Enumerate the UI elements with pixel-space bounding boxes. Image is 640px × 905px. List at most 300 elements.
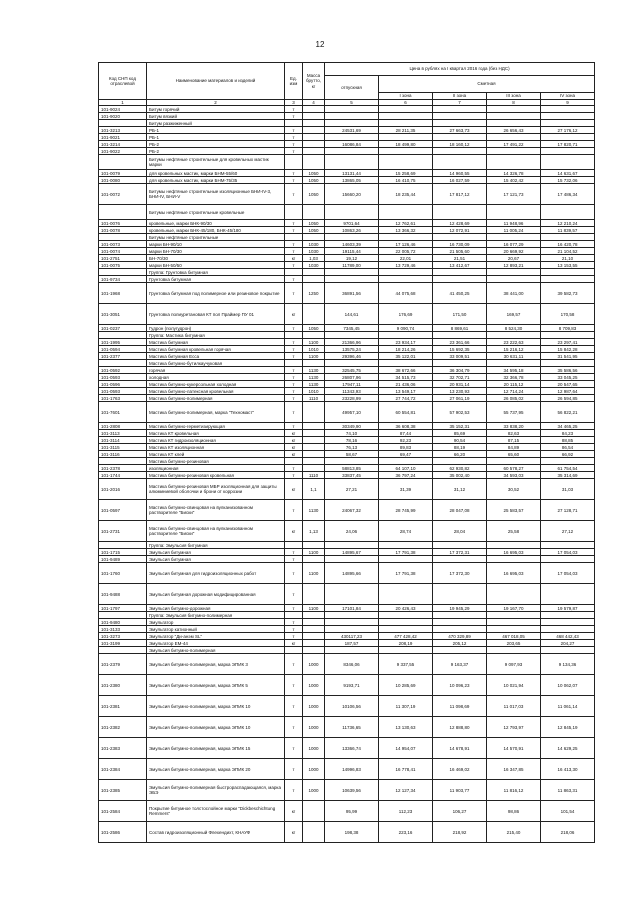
table-row	[99, 549, 595, 556]
cell-mass: 1100	[303, 563, 325, 584]
cell-mass	[303, 822, 325, 843]
cell-name: марки БН-70/30	[147, 248, 285, 255]
cell-name: РБ-2	[147, 141, 285, 148]
cell-name: Битумы нефтяные строительные для кровельных мастик марки	[147, 155, 285, 170]
cell-code: 101-1763	[99, 395, 147, 402]
cell-price-otpusknaya: 24531,69	[325, 127, 379, 134]
cell-price-zone-1	[379, 234, 433, 241]
cell-price-zone-2	[433, 205, 487, 220]
cell-unit: т	[285, 184, 303, 205]
cell-price-zone-2: 8 869,61	[433, 325, 487, 332]
cell-price-zone-2: 66,20	[433, 451, 487, 458]
cell-price-otpusknaya: 32545,75	[325, 367, 379, 374]
cell-unit: кг	[285, 822, 303, 843]
cell-unit: т	[285, 248, 303, 255]
cell-price-zone-2: 9 163,37	[433, 654, 487, 675]
cell-price-zone-3: 9 097,93	[487, 654, 541, 675]
cell-price-zone-1	[379, 619, 433, 626]
header-name: Наименование материалов и изделий	[147, 63, 285, 100]
cell-price-zone-1	[379, 612, 433, 619]
table-row	[99, 106, 595, 113]
header-zone-2: II зона	[433, 93, 487, 100]
cell-unit: т	[285, 619, 303, 626]
cell-price-otpusknaya	[325, 148, 379, 155]
cell-name: для кровельных мастик, марки БНМ-75/35	[147, 177, 285, 184]
table-row	[99, 423, 595, 430]
cell-price-zone-2: 21,51	[433, 255, 487, 262]
cell-mass: 1050	[303, 325, 325, 332]
cell-name: БН-70/30	[147, 255, 285, 262]
cell-price-zone-1: 22 005,72	[379, 248, 433, 255]
cell-price-zone-2: 21 505,60	[433, 248, 487, 255]
table-row	[99, 696, 595, 717]
cell-mass	[303, 444, 325, 451]
cell-mass	[303, 234, 325, 241]
table-row	[99, 451, 595, 458]
cell-unit: т	[285, 556, 303, 563]
cell-price-zone-1: 44 075,68	[379, 283, 433, 304]
cell-price-zone-3: 11 017,03	[487, 696, 541, 717]
cell-price-zone-4: 14 631,67	[541, 170, 595, 177]
cell-unit: т	[285, 563, 303, 584]
cell-name: Эмульсия битумно-полимерная, марка ЭПИК 15	[147, 738, 285, 759]
cell-name: Группа: Мастика битумная	[147, 332, 285, 339]
cell-name: Покрытие битумное толстослойное марки "Dickbeschichtung Remmers"	[147, 801, 285, 822]
cell-price-zone-4: 19 579,87	[541, 605, 595, 612]
cell-price-zone-2: 90,54	[433, 437, 487, 444]
cell-unit: т	[285, 374, 303, 381]
table-row	[99, 822, 595, 843]
cell-price-zone-2: 10 096,23	[433, 675, 487, 696]
cell-price-zone-3: 11 005,24	[487, 227, 541, 234]
cell-price-otpusknaya: 95,99	[325, 801, 379, 822]
cell-price-zone-3: 16 077,29	[487, 241, 541, 248]
table-row	[99, 141, 595, 148]
table-row	[99, 184, 595, 205]
table-row	[99, 155, 595, 170]
cell-code: 101-0594	[99, 346, 147, 353]
cell-name: Эмульсия битумно-дорожная	[147, 605, 285, 612]
cell-price-zone-2: 28 047,08	[433, 500, 487, 521]
cell-price-zone-1: 12 127,34	[379, 780, 433, 801]
cell-price-zone-4: 66,92	[541, 451, 595, 458]
cell-price-zone-2: 32 702,71	[433, 374, 487, 381]
header-unit: Ед. изм	[285, 63, 303, 100]
price-table	[98, 62, 595, 843]
cell-price-zone-2	[433, 556, 487, 563]
cell-unit: т	[285, 633, 303, 640]
cell-price-zone-2	[433, 234, 487, 241]
cell-code	[99, 612, 147, 619]
cell-code: 101-9480	[99, 619, 147, 626]
cell-price-zone-4: 16 413,30	[541, 759, 595, 780]
cell-price-zone-4: 218,06	[541, 822, 595, 843]
cell-unit: кг	[285, 640, 303, 647]
cell-unit: т	[285, 759, 303, 780]
cell-price-zone-1	[379, 556, 433, 563]
cell-price-otpusknaya: 8346,06	[325, 654, 379, 675]
cell-mass	[303, 458, 325, 465]
cell-price-otpusknaya: 58,67	[325, 451, 379, 458]
cell-price-otpusknaya: 14895,66	[325, 563, 379, 584]
cell-price-zone-1	[379, 626, 433, 633]
cell-name: Мастика битумно-латексная кровельная	[147, 388, 285, 395]
cell-code: 101-1760	[99, 563, 147, 584]
cell-price-zone-2	[433, 612, 487, 619]
cell-price-zone-2: 13 230,93	[433, 388, 487, 395]
cell-price-zone-2: 171,50	[433, 304, 487, 325]
table-row	[99, 430, 595, 437]
cell-price-zone-4: 16 420,78	[541, 241, 595, 248]
cell-price-zone-2: 27 663,73	[433, 127, 487, 134]
cell-price-zone-3	[487, 332, 541, 339]
cell-mass: 1100	[303, 549, 325, 556]
cell-mass: 1110	[303, 395, 325, 402]
table-row	[99, 205, 595, 220]
cell-price-otpusknaya	[325, 234, 379, 241]
cell-price-zone-1: 64 107,10	[379, 465, 433, 472]
cell-unit	[285, 360, 303, 367]
cell-name: РБ-1	[147, 127, 285, 134]
cell-mass: 1100	[303, 353, 325, 360]
table-row	[99, 148, 595, 155]
cell-name: кровельные, марки БНК-90/30	[147, 220, 285, 227]
cell-price-otpusknaya: 24,06	[325, 521, 379, 542]
cell-price-otpusknaya: 187,57	[325, 640, 379, 647]
cell-price-otpusknaya: 13575,24	[325, 346, 379, 353]
cell-price-zone-3: 84,89	[487, 444, 541, 451]
cell-code: 101-3273	[99, 633, 147, 640]
cell-price-otpusknaya: 23228,99	[325, 395, 379, 402]
table-row	[99, 353, 595, 360]
cell-mass: 1,03	[303, 255, 325, 262]
cell-code: 101-0074	[99, 248, 147, 255]
cell-unit	[285, 332, 303, 339]
cell-mass: 1130	[303, 381, 325, 388]
cell-price-zone-3: 38 441,00	[487, 283, 541, 304]
cell-price-zone-1: 18 499,80	[379, 141, 433, 148]
cell-price-zone-3: 20 669,92	[487, 248, 541, 255]
header-smetnaya: Сметная	[379, 76, 595, 93]
cell-unit: т	[285, 465, 303, 472]
table-row	[99, 332, 595, 339]
col-number: 3	[285, 100, 303, 106]
cell-price-zone-1	[379, 360, 433, 367]
table-row	[99, 134, 595, 141]
cell-price-otpusknaya: 19115,44	[325, 248, 379, 255]
cell-name: Эмульсия битумно-полимерная, марка ЭПИК 3	[147, 654, 285, 675]
cell-price-zone-1: 89,83	[379, 444, 433, 451]
cell-price-zone-1: 23 934,17	[379, 339, 433, 346]
cell-price-zone-3: 12 893,21	[487, 262, 541, 269]
cell-price-zone-4: 9 134,36	[541, 654, 595, 675]
cell-price-zone-4	[541, 542, 595, 549]
cell-price-zone-4: 17 820,71	[541, 141, 595, 148]
cell-unit: т	[285, 106, 303, 113]
cell-price-zone-2: 27 061,19	[433, 395, 487, 402]
cell-price-zone-3: 60 578,27	[487, 465, 541, 472]
cell-price-otpusknaya: 13865,05	[325, 177, 379, 184]
cell-price-zone-4: 23 297,41	[541, 339, 595, 346]
cell-code	[99, 360, 147, 367]
cell-price-zone-3: 30,52	[487, 479, 541, 500]
cell-mass	[303, 612, 325, 619]
table-row	[99, 759, 595, 780]
cell-price-otpusknaya: 29396,46	[325, 353, 379, 360]
table-row	[99, 395, 595, 402]
cell-price-zone-2	[433, 134, 487, 141]
cell-mass	[303, 155, 325, 170]
cell-name: Мастика битумно-резиновая кровельная	[147, 472, 285, 479]
table-row	[99, 234, 595, 241]
cell-price-zone-3: 12 714,24	[487, 388, 541, 395]
cell-price-zone-1: 9 090,74	[379, 325, 433, 332]
header-zone-1: I зона	[379, 93, 433, 100]
cell-price-zone-2	[433, 269, 487, 276]
cell-mass: 1050	[303, 170, 325, 177]
cell-unit: т	[285, 626, 303, 633]
cell-price-zone-4: 27,12	[541, 521, 595, 542]
cell-unit: т	[285, 472, 303, 479]
table-row	[99, 619, 595, 626]
cell-price-zone-4: 12 210,24	[541, 220, 595, 227]
table-row	[99, 220, 595, 227]
cell-name: Эмульсия битумная	[147, 549, 285, 556]
table-row	[99, 605, 595, 612]
cell-price-zone-4: 33 045,25	[541, 374, 595, 381]
cell-mass	[303, 304, 325, 325]
cell-code: 101-0076	[99, 220, 147, 227]
cell-price-zone-4: 20 547,65	[541, 381, 595, 388]
cell-code: 101-2377	[99, 353, 147, 360]
cell-price-zone-1: 36 797,24	[379, 472, 433, 479]
cell-price-otpusknaya: 11736,65	[325, 717, 379, 738]
cell-unit: т	[285, 353, 303, 360]
cell-unit: т	[285, 675, 303, 696]
cell-price-otpusknaya: 76,13	[325, 444, 379, 451]
table-row	[99, 479, 595, 500]
cell-price-zone-2: 23 361,66	[433, 339, 487, 346]
cell-code	[99, 205, 147, 220]
cell-price-zone-3	[487, 205, 541, 220]
header-price-title: Цена в рублях на I квартал 2016 года (без НДС)	[325, 63, 595, 76]
cell-price-zone-2: 28,04	[433, 521, 487, 542]
cell-name: Битум разжиженный	[147, 120, 285, 127]
table-row	[99, 717, 595, 738]
cell-price-otpusknaya	[325, 155, 379, 170]
cell-price-otpusknaya	[325, 332, 379, 339]
cell-price-zone-1: 22,01	[379, 255, 433, 262]
cell-price-zone-1: 34 515,73	[379, 374, 433, 381]
cell-price-zone-3: 33 838,20	[487, 423, 541, 430]
cell-price-zone-3	[487, 106, 541, 113]
cell-code: 101-2731	[99, 521, 147, 542]
cell-price-otpusknaya	[325, 556, 379, 563]
cell-price-zone-4: 12 987,64	[541, 388, 595, 395]
cell-price-zone-1: 15 258,69	[379, 170, 433, 177]
cell-price-zone-1	[379, 458, 433, 465]
cell-unit: т	[285, 388, 303, 395]
cell-unit: т	[285, 220, 303, 227]
cell-price-zone-1: 20 426,43	[379, 605, 433, 612]
cell-code	[99, 458, 147, 465]
cell-price-zone-3: 215,40	[487, 822, 541, 843]
cell-price-zone-1: 9 337,55	[379, 654, 433, 675]
col-number: 6	[379, 100, 433, 106]
cell-price-zone-4: 39 582,73	[541, 283, 595, 304]
cell-code: 101-3133	[99, 626, 147, 633]
cell-price-otpusknaya: 144,61	[325, 304, 379, 325]
cell-code: 101-3214	[99, 141, 147, 148]
cell-price-otpusknaya	[325, 134, 379, 141]
cell-price-zone-4	[541, 626, 595, 633]
cell-code: 101-0592	[99, 367, 147, 374]
cell-price-otpusknaya: 27,21	[325, 479, 379, 500]
cell-price-otpusknaya	[325, 458, 379, 465]
table-row	[99, 381, 595, 388]
cell-price-zone-1: 477 428,42	[379, 633, 433, 640]
cell-name: РБ-1	[147, 134, 285, 141]
cell-price-zone-1: 31,39	[379, 479, 433, 500]
cell-name: Мастика битумная	[147, 339, 285, 346]
col-number: 4	[303, 100, 325, 106]
cell-mass	[303, 148, 325, 155]
cell-price-zone-3: 14 326,78	[487, 170, 541, 177]
cell-price-zone-1: 12 762,61	[379, 220, 433, 227]
cell-unit: т	[285, 346, 303, 353]
cell-unit: т	[285, 339, 303, 346]
cell-price-otpusknaya	[325, 612, 379, 619]
cell-price-zone-2: 85,69	[433, 430, 487, 437]
cell-name: Мастика битумно-полимерная	[147, 395, 285, 402]
cell-price-zone-3: 16 347,85	[487, 759, 541, 780]
cell-price-zone-3: 55 737,95	[487, 402, 541, 423]
cell-price-zone-1	[379, 542, 433, 549]
cell-price-otpusknaya: 11343,93	[325, 388, 379, 395]
cell-code: 101-2808	[99, 423, 147, 430]
cell-price-zone-4: 170,58	[541, 304, 595, 325]
cell-price-zone-1: 10 285,69	[379, 675, 433, 696]
table-row	[99, 346, 595, 353]
cell-code	[99, 542, 147, 549]
cell-price-zone-4: 35 586,56	[541, 367, 595, 374]
cell-mass	[303, 106, 325, 113]
cell-price-zone-4	[541, 134, 595, 141]
cell-price-zone-1: 36 608,38	[379, 423, 433, 430]
cell-price-zone-3: 203,65	[487, 640, 541, 647]
cell-price-zone-3: 169,57	[487, 304, 541, 325]
cell-price-zone-4	[541, 619, 595, 626]
cell-price-otpusknaya: 24067,32	[325, 500, 379, 521]
cell-price-zone-3	[487, 134, 541, 141]
cell-price-zone-1: 69,47	[379, 451, 433, 458]
cell-price-zone-1: 11 307,19	[379, 696, 433, 717]
table-row	[99, 444, 595, 451]
cell-price-zone-2	[433, 542, 487, 549]
cell-price-zone-3	[487, 626, 541, 633]
cell-price-zone-4	[541, 234, 595, 241]
cell-mass: 1250	[303, 283, 325, 304]
cell-price-zone-1	[379, 584, 433, 605]
cell-mass	[303, 437, 325, 444]
cell-price-otpusknaya: 10106,56	[325, 696, 379, 717]
cell-name: Грунтовка битумная под полимерное или резиновое покрытие	[147, 283, 285, 304]
cell-price-otpusknaya: 36891,56	[325, 283, 379, 304]
cell-price-otpusknaya: 13366,74	[325, 738, 379, 759]
cell-price-zone-4: 34 465,25	[541, 423, 595, 430]
cell-price-otpusknaya	[325, 120, 379, 127]
cell-price-zone-2: 15 692,35	[433, 346, 487, 353]
cell-price-zone-1: 14 954,07	[379, 738, 433, 759]
cell-price-zone-4	[541, 584, 595, 605]
cell-price-zone-3	[487, 269, 541, 276]
cell-mass: 1000	[303, 738, 325, 759]
table-row	[99, 325, 595, 332]
cell-price-zone-2	[433, 647, 487, 654]
cell-unit	[285, 647, 303, 654]
cell-price-zone-4	[541, 106, 595, 113]
cell-price-zone-4: 15 732,06	[541, 177, 595, 184]
cell-mass: 1100	[303, 605, 325, 612]
table-row	[99, 437, 595, 444]
cell-name: кровельные, марки БНК-45/180, БНК-45/180	[147, 227, 285, 234]
cell-price-otpusknaya: 10639,56	[325, 780, 379, 801]
cell-code: 101-0080	[99, 177, 147, 184]
cell-unit: т	[285, 113, 303, 120]
cell-price-zone-1: 87,44	[379, 430, 433, 437]
cell-price-zone-3: 26 656,43	[487, 127, 541, 134]
cell-price-zone-2	[433, 148, 487, 155]
cell-mass	[303, 402, 325, 423]
cell-unit: т	[285, 605, 303, 612]
cell-mass: 1030	[303, 241, 325, 248]
cell-price-zone-1: 223,16	[379, 822, 433, 843]
cell-code: 101-1968	[99, 283, 147, 304]
cell-mass: 1000	[303, 654, 325, 675]
cell-unit: т	[285, 141, 303, 148]
table-row	[99, 248, 595, 255]
col-number: 5	[325, 100, 379, 106]
cell-price-zone-2: 35 152,31	[433, 423, 487, 430]
cell-price-zone-4	[541, 269, 595, 276]
cell-unit: т	[285, 780, 303, 801]
cell-price-zone-2: 57 902,53	[433, 402, 487, 423]
cell-price-zone-2: 36 304,79	[433, 367, 487, 374]
table-row	[99, 626, 595, 633]
cell-price-zone-4: 26 594,85	[541, 395, 595, 402]
cell-price-zone-4: 21 104,52	[541, 248, 595, 255]
cell-price-zone-3	[487, 458, 541, 465]
cell-price-otpusknaya	[325, 360, 379, 367]
table-row	[99, 255, 595, 262]
cell-code: 101-2584	[99, 801, 147, 822]
cell-mass	[303, 626, 325, 633]
cell-unit: т	[285, 177, 303, 184]
cell-price-otpusknaya: 78,16	[325, 437, 379, 444]
cell-unit: т	[285, 500, 303, 521]
cell-price-otpusknaya	[325, 647, 379, 654]
cell-name: Эмульгатор ЕМ-44	[147, 640, 285, 647]
cell-unit: т	[285, 262, 303, 269]
cell-unit: т	[285, 148, 303, 155]
cell-price-zone-3: 25,58	[487, 521, 541, 542]
cell-code: 101-2382	[99, 717, 147, 738]
cell-mass: 1030	[303, 248, 325, 255]
cell-price-zone-1	[379, 332, 433, 339]
cell-code: 101-3213	[99, 127, 147, 134]
cell-price-zone-2: 11 098,69	[433, 696, 487, 717]
cell-price-zone-4: 88,85	[541, 437, 595, 444]
